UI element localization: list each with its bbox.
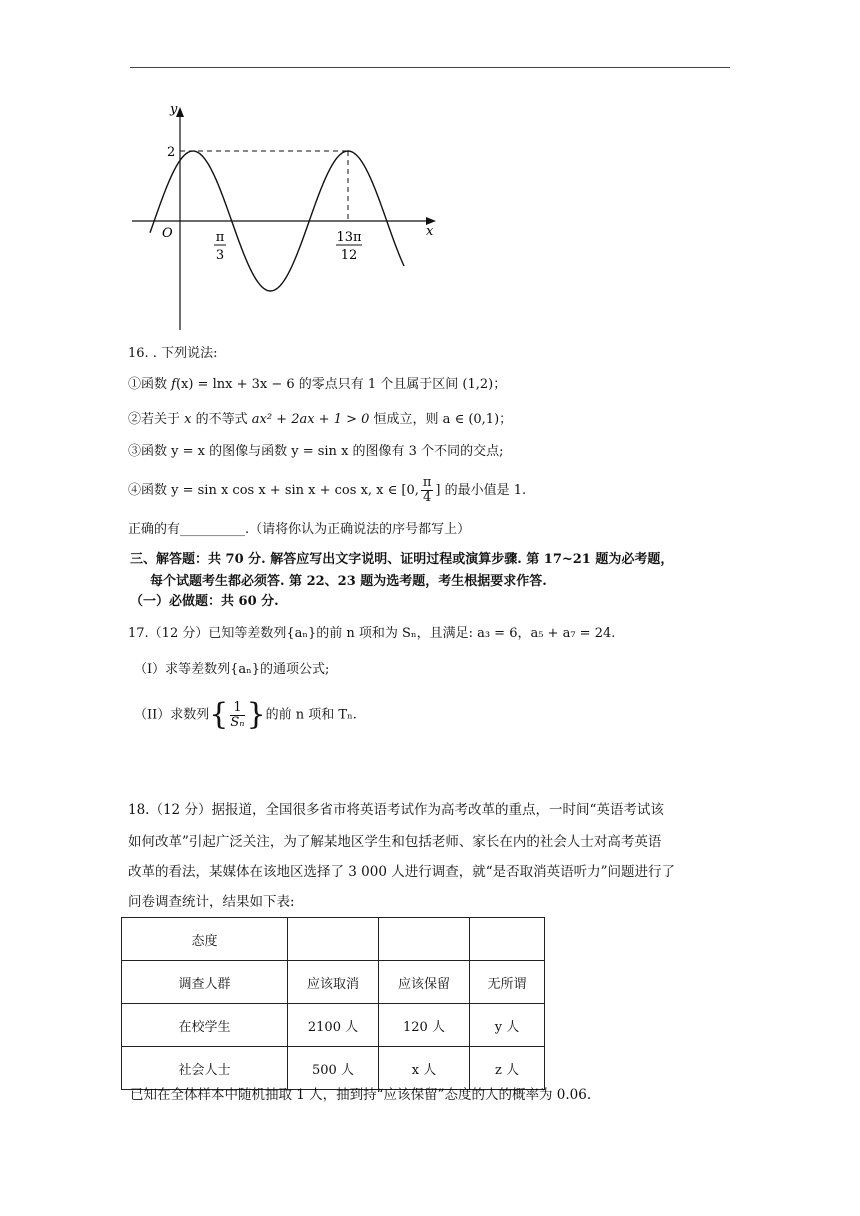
sine-graph [120,95,450,335]
x-tick-13pi12-num: 13π [336,230,362,245]
section3-line1: 三、解答题：共 70 分. 解答应写出文字说明、证明过程或演算步骤. 第 17~21 题为必考题， [130,552,674,567]
table-cell [470,918,545,961]
table-cell: 120 人 [379,1004,470,1047]
table-row [122,918,545,961]
header-rule [130,67,730,68]
q17-part2: （II）求数列{ $\frac{1}{\text{Sₙ}}$ }的前 n 项和 Tₙ. [134,697,357,732]
q16-statement-3: ③函数 y = x 的图像与函数 y = sin x 的图像有 3 个不同的交点; [128,444,504,459]
table-cell: 500 人 [288,1047,379,1090]
q18-line4: 问卷调查统计，结果如下表: [128,894,295,910]
x-tick-13pi12-den: 12 [340,248,358,263]
q16-statement-4: ④函数 y = sin x cos x + sin x + cos x, x ∈ [0, $\frac{\pi}{4}$ ] 的最小值是 1. [128,475,527,505]
table-cell: 应该保留 [379,961,470,1004]
table-cell [379,918,470,961]
table-cell: 应该取消 [288,961,379,1004]
section3-line3: （一）必做题：共 60 分. [130,594,279,609]
q16-answer-line: 正确的有__________.（请将你认为正确说法的序号都写上） [128,522,471,537]
table-row [122,1004,545,1047]
y-tick-2: 2 [167,145,176,160]
survey-table [121,917,545,1090]
q18-line3: 改革的看法，某媒体在该地区选择了 3 000 人进行调查，就“是否取消英语听力”问题进行了 [128,864,676,880]
origin-label: O [162,226,173,241]
section3-line2: 每个试题考生都必须答. 第 22、23 题为选考题，考生根据要求作答. [150,574,547,589]
q18-line2: 如何改革”引起广泛关注，为了解某地区学生和包括老师、家长在内的社会人士对高考英语 [128,834,662,850]
table-cell: y 人 [470,1004,545,1047]
table-cell: 无所谓 [470,961,545,1004]
table-cell: 调查人群 [122,961,288,1004]
table-cell: 2100 人 [288,1004,379,1047]
table-cell: z 人 [470,1047,545,1090]
table-row [122,961,545,1004]
x-tick-pi3-num: π [215,230,225,245]
q17-part1: （I）求等差数列{aₙ}的通项公式; [134,662,330,677]
x-axis-label: x [426,224,434,239]
x-tick-pi3-den: 3 [215,248,225,263]
table-cell: x 人 [379,1047,470,1090]
q17-stem: 17.（12 分）已知等差数列{aₙ}的前 n 项和为 Sₙ，且满足: a₃ = 6，a₅ + a₇ = 24. [128,626,616,641]
q16-statement-2: ②若关于 x 的不等式 ax² + 2ax + 1 > 0 恒成立，则 a ∈ (0,1)； [128,412,513,427]
table-row [122,1047,545,1090]
table-cell [288,918,379,961]
q16-statement-1: ①函数 f(x) = lnx + 3x − 6 的零点只有 1 个且属于区间 (1,2)； [128,377,507,392]
table-cell: 在校学生 [122,1004,288,1047]
q16-title: 16. . 下列说法: [128,346,218,361]
q18-line1: 18.（12 分）据报道，全国很多省市将英语考试作为高考改革的重点，一时间“英语考试该 [128,802,664,818]
q18-after-table: 已知在全体样本中随机抽取 1 人，抽到持“应该保留”态度的人的概率为 0.06. [130,1087,592,1103]
y-axis-label: y [170,102,178,117]
table-cell: 社会人士 [122,1047,288,1090]
table-cell: 态度 [122,918,288,961]
